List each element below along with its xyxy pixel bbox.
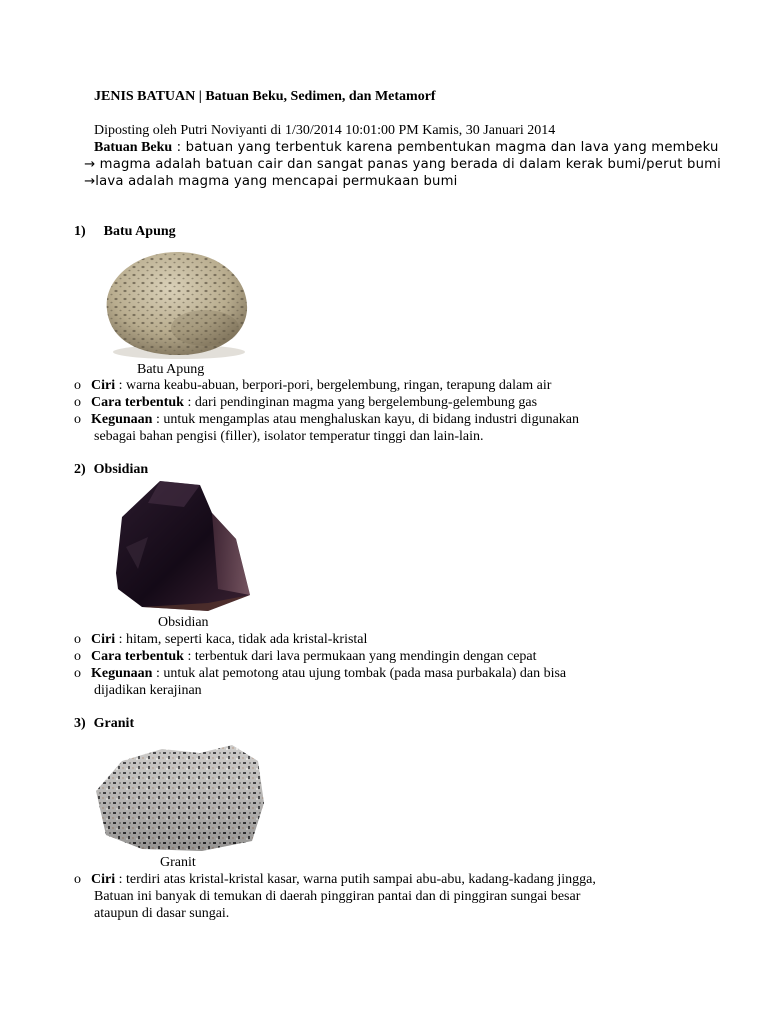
list-item-continuation: dijadikan kerajinan [94,683,202,698]
list-item-kegunaan: Kegunaan : untuk alat pemotong atau ujung tombak (pada masa purbakala) dan bisa [91,666,567,681]
list-item-ciri: Ciri : terdiri atas kristal-kristal kasar, warna putih sampai abu-abu, kadang-kadang jingga, [91,872,596,887]
bullet-icon: o [74,378,81,393]
list-item-continuation: sebagai bahan pengisi (filler), isolator temperatur tinggi dan lain-lain. [94,429,484,444]
list-item-continuation: ataupun di dasar sungai. [94,906,230,921]
list-item-ciri: Ciri : hitam, seperti kaca, tidak ada kristal-kristal [91,632,368,647]
pumice-stone-photo [95,240,253,362]
definition-text: : batuan yang terbentuk karena pembentukan magma dan lava yang membeku [172,140,719,155]
granite-photo [92,731,270,855]
bullet-icon: o [74,412,81,427]
arrow-icon: → [84,174,96,189]
arrow-line-magma: → magma adalah batuan cair dan sangat panas yang berada di dalam kerak bumi/perut bumi [84,157,722,172]
list-item-cara-terbentuk: Cara terbentuk : dari pendinginan magma yang bergelembung-gelembung gas [91,395,538,410]
photo-caption-batu-apung: Batu Apung [137,362,205,377]
bullet-icon: o [74,666,81,681]
section-heading-granit: 3) Granit [74,716,135,731]
bullet-icon: o [74,395,81,410]
bullet-icon: o [74,872,81,887]
list-item-cara-terbentuk: Cara terbentuk : terbentuk dari lava permukaan yang mendingin dengan cepat [91,649,537,664]
definition-term: Batuan Beku [94,140,173,155]
section-heading-obsidian: 2) Obsidian [74,462,149,477]
bullet-icon: o [74,649,81,664]
photo-caption-granit: Granit [160,855,196,870]
byline: Diposting oleh Putri Noviyanti di 1/30/2014 10:01:00 PM Kamis, 30 Januari 2014 [94,123,556,138]
arrow-line-lava: →lava adalah magma yang mencapai permukaan bumi [84,174,458,189]
obsidian-photo [108,477,254,615]
list-item-ciri: Ciri : warna keabu-abuan, berpori-pori, bergelembung, ringan, terapung dalam air [91,378,552,393]
page-title: JENIS BATUAN | Batuan Beku, Sedimen, dan Metamorf [94,89,436,104]
list-item-kegunaan: Kegunaan : untuk mengamplas atau menghaluskan kayu, di bidang industri digunakan [91,412,579,427]
list-item-continuation: Batuan ini banyak di temukan di daerah pinggiran pantai dan di pinggiran sungai besar [94,889,581,904]
definition-line [94,139,719,156]
photo-caption-obsidian: Obsidian [158,615,209,630]
arrow-icon: → [84,157,96,172]
bullet-icon: o [74,632,81,647]
section-heading-batu-apung: 1) Batu Apung [74,224,176,239]
